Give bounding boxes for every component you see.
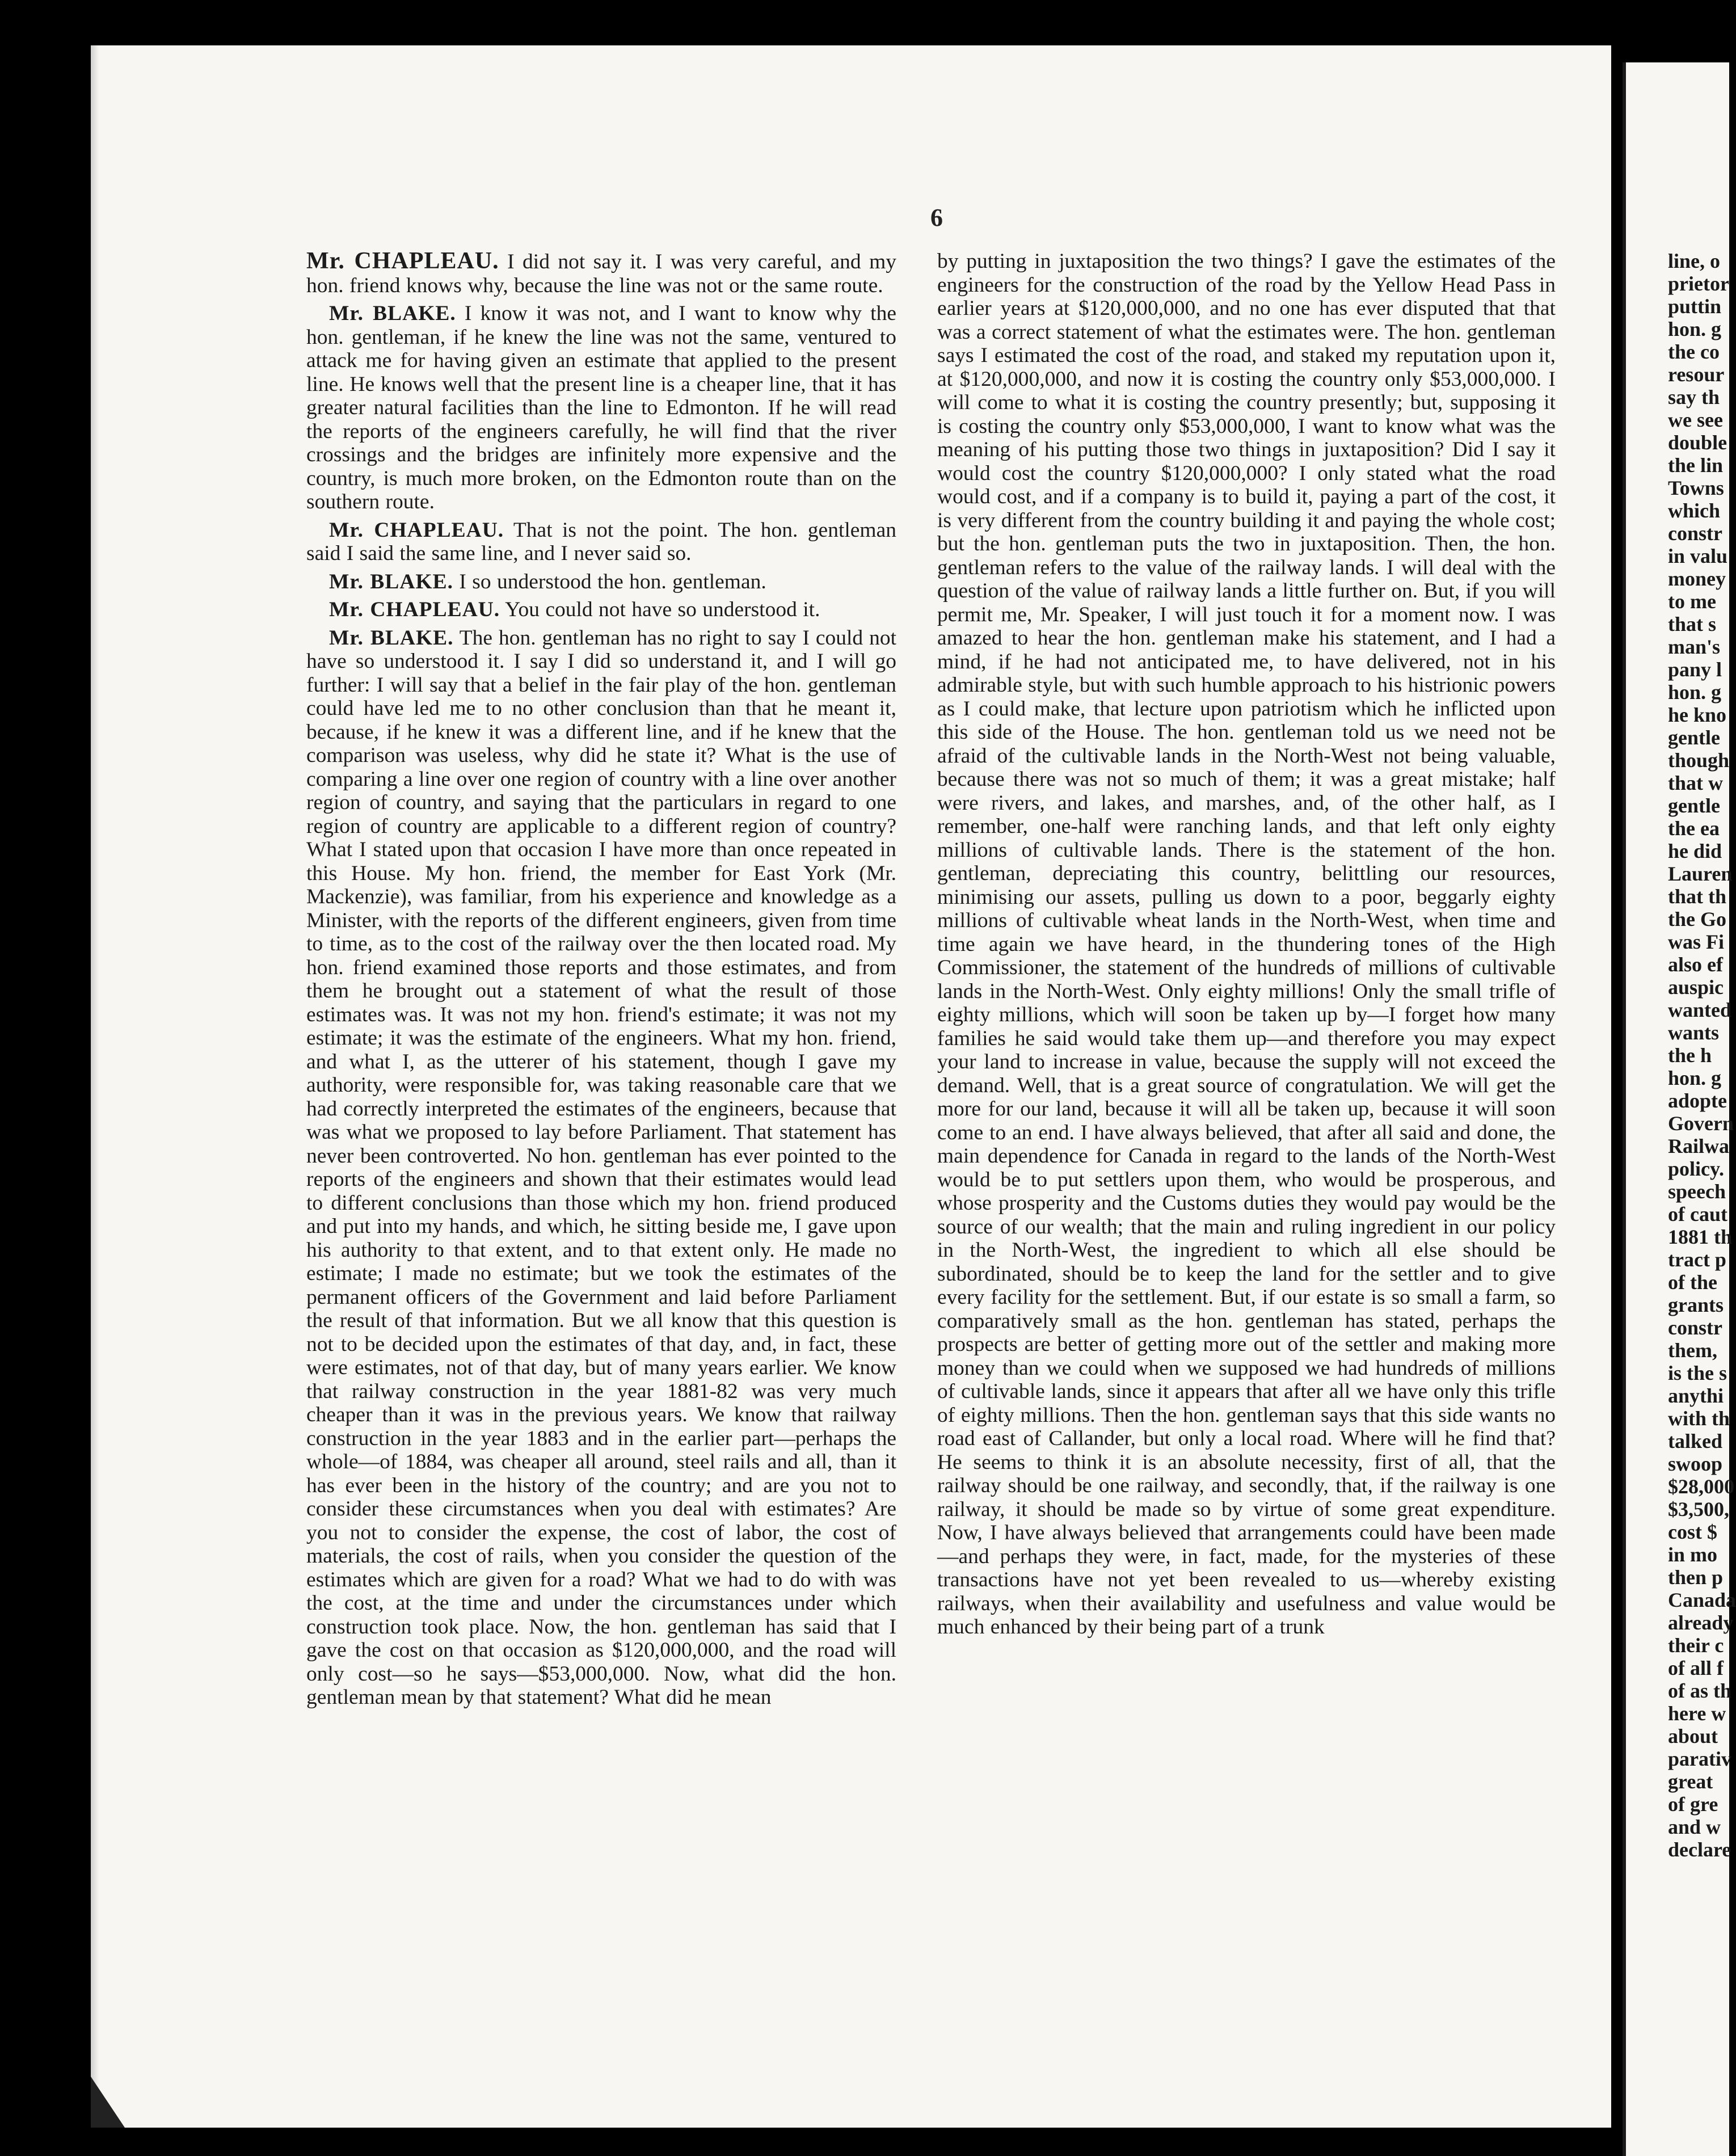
next-page-fragment-line: tract p	[1668, 1248, 1726, 1271]
next-page-fragment-line: money	[1668, 567, 1726, 590]
speaker-name: Mr. CHAPLEAU.	[329, 598, 500, 621]
next-page-fragment-line: hon. g	[1668, 681, 1722, 704]
next-page-fragment-line: resour	[1668, 363, 1725, 386]
next-page-fragment-line: the lin	[1668, 454, 1724, 477]
next-page-fragment-line: prietor	[1668, 272, 1729, 295]
next-page-fragment-line: with th	[1668, 1407, 1730, 1430]
next-page-fragment-line: hon. g	[1668, 1067, 1722, 1089]
speaker-name: Mr. BLAKE.	[329, 302, 456, 325]
next-page-fragment-line: anythi	[1668, 1384, 1724, 1407]
next-page-fragment-line: parativ	[1668, 1747, 1731, 1770]
next-page-fragment-line: grants	[1668, 1294, 1724, 1316]
speech-text: That is not the point. The hon. gentleman said I said the same line, and I never said so.	[306, 518, 896, 565]
left-text-column	[306, 250, 896, 1714]
next-page-fragment-line: he did	[1668, 840, 1722, 862]
next-page-fragment-line: swoop	[1668, 1452, 1723, 1475]
next-page-fragment-line: their c	[1668, 1634, 1724, 1657]
next-page-fragment-line: about	[1668, 1725, 1718, 1747]
next-page-fragment-line: gentle	[1668, 726, 1720, 749]
next-page-fragment-line: is the s	[1668, 1362, 1727, 1384]
next-page-fragment-line: to me	[1668, 590, 1716, 613]
next-page-fragment-line: policy.	[1668, 1157, 1725, 1180]
next-page-fragment-line: in mo	[1668, 1543, 1718, 1566]
next-page-fragment-line: them,	[1668, 1339, 1717, 1362]
next-page-fragment-line: puttin	[1668, 295, 1722, 318]
next-page-fragment-line: Lauren	[1668, 862, 1733, 885]
next-page-fragment-line: $3,500,	[1668, 1498, 1729, 1521]
next-page-fragment-line: $28,000	[1668, 1475, 1734, 1498]
next-page-fragment-line: declare	[1668, 1838, 1731, 1861]
next-page-fragment-line: of all f	[1668, 1657, 1724, 1679]
next-page-fragment-line: of gre	[1668, 1793, 1718, 1816]
page-edge-shadow	[91, 45, 99, 2128]
next-page-fragment-line: the h	[1668, 1044, 1712, 1067]
page-corner-fold	[91, 2077, 125, 2128]
next-page-fragment-line: line, o	[1668, 250, 1721, 272]
next-page-fragment-line: he kno	[1668, 704, 1727, 726]
next-page-fragment-line: and w	[1668, 1816, 1721, 1838]
speaker-name: Mr. BLAKE.	[329, 570, 454, 593]
next-page-fragment-line: gentle	[1668, 794, 1720, 817]
next-page-fragment-line: speech	[1668, 1180, 1726, 1203]
next-page-strip	[1623, 62, 1736, 2156]
next-page-fragment-line: Towns	[1668, 477, 1724, 499]
next-page-fragment-line: was Fi	[1668, 930, 1724, 953]
next-page-fragment-line: then p	[1668, 1566, 1724, 1589]
next-page-fragment-line: 1881 th	[1668, 1226, 1733, 1248]
next-page-fragment-line: that w	[1668, 772, 1723, 794]
next-page-fragment-line: we see	[1668, 409, 1723, 431]
page-number: 6	[930, 204, 943, 231]
next-page-fragment-line: Railwa	[1668, 1135, 1729, 1157]
next-page-fragment-line: wants	[1668, 1021, 1720, 1044]
next-page-fragment-line: say th	[1668, 386, 1720, 409]
next-page-fragment-line: Canada	[1668, 1589, 1736, 1611]
next-page-fragment-line: the co	[1668, 340, 1720, 363]
next-page-fragment-line: already	[1668, 1611, 1734, 1634]
speaker-name: Mr. BLAKE.	[329, 626, 454, 650]
next-page-fragment-line: of the	[1668, 1271, 1717, 1294]
next-page-fragment-line: the ea	[1668, 817, 1720, 840]
right-text-column	[937, 250, 1556, 1644]
next-page-fragment-line: here w	[1668, 1702, 1726, 1725]
next-page-fragment-line: also ef	[1668, 953, 1723, 976]
next-page-fragment-line: man's	[1668, 635, 1721, 658]
next-page-fragment-line: pany l	[1668, 658, 1722, 681]
next-page-fragment-line: auspic	[1668, 976, 1724, 999]
speaker-name: Mr. CHAPLEAU.	[306, 248, 499, 274]
speech-text-continued: by putting in juxtaposition the two things? I gave the estimates of the engineers for the construction of the road by the Yellow Head Pass in earlier years at $120,000,000, and no one has ever disputed that that was a correct statement of what the estimates were. The hon. gentleman says I estimated the cost of the road, and staked my reputation upon it, at $120,000,000, and now it is costing the country only $53,000,000. I will come to what it is costing the country presently; but, supposing it is costing the country only $53,000,000, I want to know what was the meaning of his putting those two things in juxtaposition? Did I say it would cost the country $120,000,000? I only stated what the road would cost, and if a company is to build it, paying a part of the cost, it is very different from the country building it and paying the whole cost; but the hon. gentleman puts the two in juxtaposition. Then, the hon. gentleman refers to the value of the railway lands. I will deal with the question of the value of railway lands a little further on. But, if you will permit me, Mr. Speaker, I will just touch it for a moment now. I was amazed to hear the hon. gentleman make his statement, and I had a mind, if he had not anticipated me, to have delivered, not in his admirable style, but with such humble approach to his histrionic powers as I could make, that lecture upon patriotism which he inflicted upon this side of the House. The hon. gentleman told us we need not be afraid of the cultivable lands in the North-West not being valuable, because there was not so much of them; it was a great mistake; half were rivers, and lakes, and marshes, and, of the other half, as I remember, one-half were ranching lands, and that left only eighty millions of cultivable lands. There is the statement of the hon. gentleman, depreciating this country, belittling our resources, minimising our assets, pulling us down to a poor, beggarly eighty millions of cultivable wheat lands in the North-West, when time and time again we have heard, in the thundering tones of the High Commissioner, the statement of the hundreds of millions of cultivable lands in the North-West. Only eighty millions! Only the small trifle of eighty millions, which will soon be taken up by—I forget how many families he said would take them up—and therefore you may expect your land to increase in value, because the supply will not exceed the demand. Well, that is a great source of congratulation. We will get the more for our land, because it will all be taken up, because it will soon come to an end. I have always believed, that after all said and done, the main dependence for Canada in regard to the lands of the North-West would be to put settlers upon them, who would be prosperous, and whose prosperity and the Customs duties they would pay would be the source of our wealth; that the main and ruling ingredient in our policy in the North-West, the ingredient to which all else should be subordinated, should be to keep the land for the settler and to give every facility for the settlement. But, if our estate is so small a farm, so comparatively small as the hon. gentleman has stated, perhaps the prospects are better of getting more out of the settler and making more money than we could when we supposed we had hundreds of millions of cultivable lands, since it appears that after all we have only this trifle of eighty millions. Then the hon. gentleman says that this side wants no road east of Callander, but only a local road. Where will he find that? He seems to think it is an absolute necessity, first of all, that the railway should be one railway, and secondly, that, if the railway is one railway, it should be made so by virtue of some great expenditure. Now, I have always believed that arrangements could have been made—and perhaps they were, in fact, made, for the mysteries of these transactions have not yet been revealed to us—whereby existing railways, when their availability and usefulness and value would be much enhanced by their being part of a trunk	[937, 250, 1556, 1639]
next-page-fragment-line: talked	[1668, 1430, 1723, 1452]
next-page-fragment-line: of caut	[1668, 1203, 1727, 1226]
next-page-fragment-line: of as th	[1668, 1679, 1732, 1702]
next-page-fragment-line: double	[1668, 431, 1727, 454]
next-page-fragment-line: that th	[1668, 885, 1727, 908]
next-page-fragment-line: adopte	[1668, 1089, 1727, 1112]
next-page-fragment-line: that s	[1668, 613, 1717, 635]
next-page-fragment-line: Govern	[1668, 1112, 1734, 1135]
next-page-fragment-line: though	[1668, 749, 1730, 772]
next-page-fragment-line: which	[1668, 499, 1721, 522]
next-page-fragment-line: in valu	[1668, 545, 1728, 567]
speech-text: You could not have so understood it.	[505, 598, 820, 621]
next-page-fragment-line: constr	[1668, 522, 1722, 545]
speech-text: The hon. gentleman has no right to say I could not have so understood it. I say I did so understand it, and I will go further: I will say that a belief in the fair play of the hon. gentleman could have led me to no other conclusion than that he meant it, because, if he knew it was a different line, and if he knew that the comparison was useless, why did he state it? What is the use of comparing a line over one region of country with a line over another region of country, and saying that the particulars in regard to one region of country are applicable to a different region of country? What I stated upon that occasion I have more than once repeated in this House. My hon. friend, the member for East York (Mr. Mackenzie), was familiar, from his experience and knowledge as a Minister, with the reports of the different engineers, given from time to time, as to the cost of the railway over the then located road. My hon. friend examined those reports and those estimates, and from them he brought out a statement of what the result of those estimates was. It was not my hon. friend's estimate; it was not my estimate; it was the estimate of the engineers. What my hon. friend, and what I, as the utterer of his statement, though I gave my authority, were responsible for, was taking reasonable care that we had correctly interpreted the estimates of the engineers, because that was what we proposed to lay before Parliament. That statement has never been controverted. No hon. gentleman has ever pointed to the reports of the engineers and shown that their estimates would lead to different conclusions than those which my hon. friend produced and put into my hands, and which, he sitting beside me, I gave upon his authority to that extent, and to that extent only. He made no estimate; I made no estimate; but we took the estimates of the permanent officers of the Government and laid before Parliament the result of that information. But we all know that this question is not to be decided upon the estimates of that day, and, in fact, these were estimates, not of that day, but of many years earlier. We know that railway construction in the year 1881-82 was very much cheaper than it was in the previous years. We know that railway construction in the year 1883 and in the earlier part—perhaps the whole—of 1884, was cheaper all around, steel rails and all, than it has ever been in the history of the country; and are you not to consider these circumstances when you deal with estimates? Are you not to consider the expense, the cost of labor, the cost of materials, the cost of rails, when you consider the question of the estimates which are given for a road? What we had to do with was the cost, at the time and under the circumstances under which construction took place. Now, the hon. gentleman has said that I gave the cost on that occasion as $120,000,000, and the road will only cost—so he says—$53,000,000. Now, what did the hon. gentleman mean by that statement? What did he mean	[306, 626, 896, 1709]
speaker-name: Mr. CHAPLEAU.	[329, 518, 504, 542]
next-page-fragment-line: cost $	[1668, 1521, 1717, 1543]
next-page-fragment-line: constr	[1668, 1316, 1722, 1339]
next-page-fragment-line: wanted	[1668, 999, 1732, 1021]
speech-text: I did not say it. I was very careful, and my hon. friend knows why, because the line was not or the same route.	[306, 250, 897, 297]
page-divider	[1623, 62, 1626, 2156]
speech-text: I so understood the hon. gentleman.	[459, 570, 766, 593]
next-page-fragment-line: great	[1668, 1770, 1713, 1793]
next-page-fragment-line: the Go	[1668, 908, 1726, 930]
next-page-fragments	[1623, 62, 1736, 1861]
speech-text: I know it was not, and I want to know why the hon. gentleman, if he knew the line was not the same, ventured to attack me for having given an estimate that applied to the present line. He knows well that the present line is a cheaper line, that it has greater natural facilities than the line to Edmonton. If he will read the reports of the engineers carefully, he will find that the river crossings and the bridges are infinitely more expensive and the country, is much more broken, on the Edmonton route than on the southern route.	[306, 302, 896, 513]
next-page-fragment-line: hon. g	[1668, 318, 1722, 340]
